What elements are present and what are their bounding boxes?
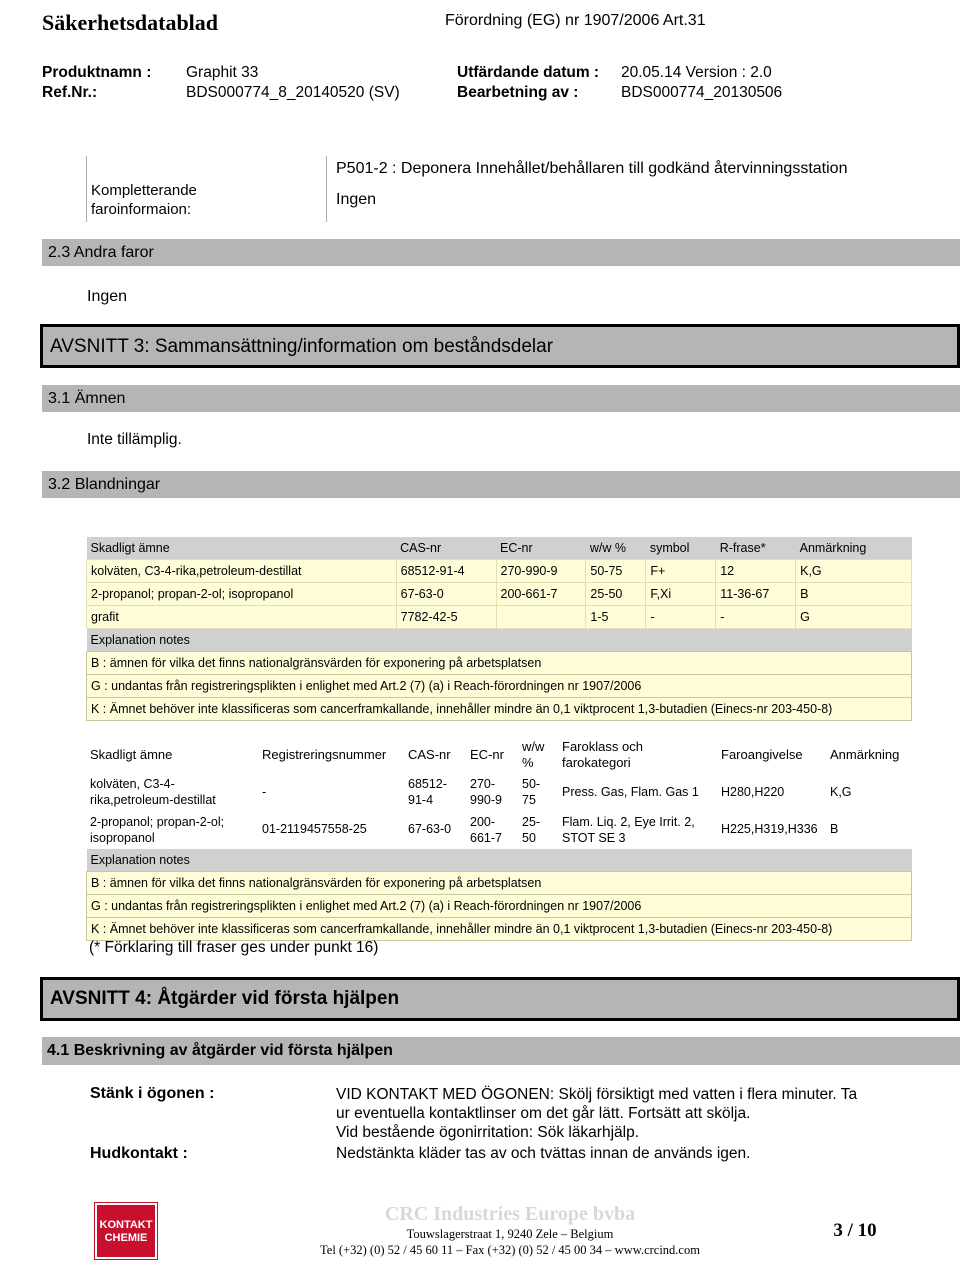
table-cell: H225,H319,H336	[721, 822, 818, 836]
column-header: CAS-nr	[408, 747, 451, 762]
table-cell: 7782-42-5	[396, 606, 496, 629]
eye-contact-label: Stänk i ögonen :	[90, 1085, 215, 1102]
note-row	[87, 918, 912, 941]
table-row	[87, 560, 912, 583]
table-cell: 25-50	[522, 815, 541, 845]
column-header: w/w %	[522, 739, 545, 770]
table-row	[87, 583, 912, 606]
company-contact: Tel (+32) (0) 52 / 45 60 11 – Fax (+32) (0) 52 / 45 00 34 – www.crcind.com	[320, 1243, 700, 1257]
section-4-1-header	[42, 1037, 960, 1065]
product-name-label: Produktnamn :	[42, 64, 152, 81]
table-cell: -	[716, 606, 796, 629]
table-cell: 1-5	[586, 606, 646, 629]
note-b: B : ämnen för vilka det finns nationalgränsvärden för exponering på arbetsplatsen	[87, 872, 912, 895]
mixture-table-2-notes	[86, 849, 912, 941]
section-3-banner	[40, 324, 960, 368]
table-cell: K,G	[830, 785, 852, 799]
explanation-notes-label: Explanation notes	[87, 629, 912, 652]
table-row	[87, 606, 912, 629]
section-4-banner	[40, 977, 960, 1021]
table-cell: -	[646, 606, 716, 629]
table-cell: 11-36-67	[716, 583, 796, 606]
note-k: K : Ämnet behöver inte klassificeras som cancerframkallande, innehåller mindre än 0,1 viktprocent 1,3-butadien (Einecs-nr 203-450-8)	[87, 698, 912, 721]
note-k: K : Ämnet behöver inte klassificeras som cancerframkallande, innehåller mindre än 0,1 viktprocent 1,3-butadien (Einecs-nr 203-450-8)	[87, 918, 912, 941]
table-header-row	[87, 537, 912, 560]
table-cell: 200-661-7	[496, 583, 586, 606]
note-g: G : undantas från registreringsplikten i enlighet med Art.2 (7) (a) i Reach-förordningen nr 1907/2006	[87, 675, 912, 698]
table-cell: 2-propanol; propan-2-ol; isopropanol	[90, 815, 225, 845]
mixture-table-2-header	[86, 737, 912, 775]
column-header: w/w %	[586, 537, 646, 560]
table-cell: 50-75	[586, 560, 646, 583]
table-cell: 50-75	[522, 777, 541, 807]
table-cell: 68512-91-4	[396, 560, 496, 583]
mixture-table-1	[86, 537, 912, 721]
table-cell: G	[796, 606, 912, 629]
table-cell: 25-50	[586, 583, 646, 606]
section-4-1-title: 4.1 Beskrivning av åtgärder vid första hjälpen	[47, 1042, 393, 1059]
table-cell: K,G	[796, 560, 912, 583]
logo-line1: KONTAKT	[99, 1219, 153, 1231]
column-header: Faroklass och farokategori	[562, 739, 643, 770]
table-cell: Flam. Liq. 2, Eye Irrit. 2, STOT SE 3	[562, 815, 695, 845]
regulation-reference: Förordning (EG) nr 1907/2006 Art.31	[445, 12, 706, 29]
column-header: EC-nr	[470, 747, 504, 762]
footnote: (* Förklaring till fraser ges under punkt 16)	[89, 939, 379, 956]
page-number: 3 / 10	[833, 1220, 877, 1241]
edited-by-value: BDS000774_20130506	[621, 84, 783, 101]
table-cell: kolväten, C3-4-rika,petroleum-destillat	[90, 777, 216, 807]
divider	[326, 156, 327, 222]
table-cell: 200-661-7	[470, 815, 502, 845]
edited-by-label: Bearbetning av :	[457, 84, 579, 101]
table-row	[86, 813, 912, 849]
explanation-notes-row	[87, 629, 912, 652]
note-row	[87, 895, 912, 918]
eye-contact-line: VID KONTAKT MED ÖGONEN: Skölj försiktigt med vatten i flera minuter. Ta	[336, 1086, 858, 1103]
table-cell: H280,H220	[721, 785, 785, 799]
product-name-value: Graphit 33	[186, 64, 259, 81]
supplementary-label	[91, 181, 197, 219]
table-cell	[496, 606, 586, 629]
table-cell: grafit	[87, 606, 397, 629]
column-header: Registreringsnummer	[262, 747, 387, 762]
table-cell: 12	[716, 560, 796, 583]
note-row	[87, 872, 912, 895]
section-3-1-title: 3.1 Ämnen	[48, 390, 126, 407]
table-cell: 2-propanol; propan-2-ol; isopropanol	[87, 583, 397, 606]
skin-contact-label: Hudkontakt :	[90, 1145, 188, 1162]
company-name: CRC Industries Europe bvba	[384, 1203, 636, 1225]
table-cell: 68512-91-4	[408, 777, 447, 807]
table-cell: 01-2119457558-25	[262, 822, 367, 836]
supplementary-label-line1: Kompletterande	[91, 182, 197, 199]
eye-contact-text	[336, 1085, 857, 1142]
section-3-2-title: 3.2 Blandningar	[48, 476, 161, 493]
note-b: B : ämnen för vilka det finns nationalgränsvärden för exponering på arbetsplatsen	[87, 652, 912, 675]
ref-number-label: Ref.Nr.:	[42, 84, 98, 101]
logo-line2: CHEMIE	[104, 1232, 148, 1244]
supplementary-value: Ingen	[336, 191, 377, 208]
other-hazards-text: Ingen	[87, 288, 128, 305]
document-title: Säkerhetsdatablad	[42, 10, 219, 35]
section-2-3-header	[42, 239, 960, 266]
table-cell: 67-63-0	[396, 583, 496, 606]
note-row	[87, 698, 912, 721]
section-2-3-title: 2.3 Andra faror	[48, 244, 154, 261]
table-row	[86, 775, 912, 811]
column-header: Skadligt ämne	[90, 747, 173, 762]
column-header: EC-nr	[496, 537, 586, 560]
column-header: Skadligt ämne	[87, 537, 397, 560]
note-row	[87, 675, 912, 698]
table-cell: 67-63-0	[408, 822, 452, 836]
section-3-1-header	[42, 385, 960, 412]
column-header: R-frase*	[716, 537, 796, 560]
table-cell: -	[262, 785, 267, 799]
explanation-notes-label: Explanation notes	[87, 849, 912, 872]
p501-statement: P501-2 : Deponera Innehållet/behållaren till godkänd återvinningsstation	[336, 160, 848, 177]
table-cell: F,Xi	[646, 583, 716, 606]
column-header: Anmärkning	[796, 537, 912, 560]
kontakt-chemie-logo	[95, 1203, 157, 1259]
section-3-title: AVSNITT 3: Sammansättning/information om beståndsdelar	[50, 336, 554, 357]
substances-text: Inte tillämplig.	[87, 431, 182, 448]
issue-date-value: 20.05.14 Version : 2.0	[621, 64, 772, 81]
column-header: Anmärkning	[830, 747, 900, 762]
column-header: Faroangivelse	[721, 747, 803, 762]
table-cell: B	[796, 583, 912, 606]
table-cell: B	[830, 822, 839, 836]
table-cell: Press. Gas, Flam. Gas 1	[562, 785, 699, 799]
table-cell: 270-990-9	[496, 560, 586, 583]
table-cell: F+	[646, 560, 716, 583]
note-row	[87, 652, 912, 675]
table-cell: 270-990-9	[470, 777, 502, 807]
ref-number-value: BDS000774_8_20140520 (SV)	[186, 84, 400, 101]
issue-date-label: Utfärdande datum :	[457, 64, 600, 81]
note-g: G : undantas från registreringsplikten i enlighet med Art.2 (7) (a) i Reach-förordningen nr 1907/2006	[87, 895, 912, 918]
section-4-title: AVSNITT 4: Åtgärder vid första hjälpen	[50, 988, 400, 1009]
eye-contact-line: ur eventuella kontaktlinser om det går lätt. Fortsätt att skölja.	[336, 1105, 751, 1122]
divider	[86, 156, 87, 222]
table-cell: kolväten, C3-4-rika,petroleum-destillat	[87, 560, 397, 583]
column-header: symbol	[646, 537, 716, 560]
explanation-notes-row	[87, 849, 912, 872]
skin-contact-text: Nedstänkta kläder tas av och tvättas innan de används igen.	[336, 1145, 751, 1162]
section-3-2-header	[42, 471, 960, 498]
eye-contact-line: Vid bestående ögonirritation: Sök läkarhjälp.	[336, 1124, 640, 1141]
supplementary-label-line2: faroinformaion:	[91, 201, 192, 218]
company-address: Touwslagerstraat 1, 9240 Zele – Belgium	[406, 1227, 614, 1241]
column-header: CAS-nr	[396, 537, 496, 560]
